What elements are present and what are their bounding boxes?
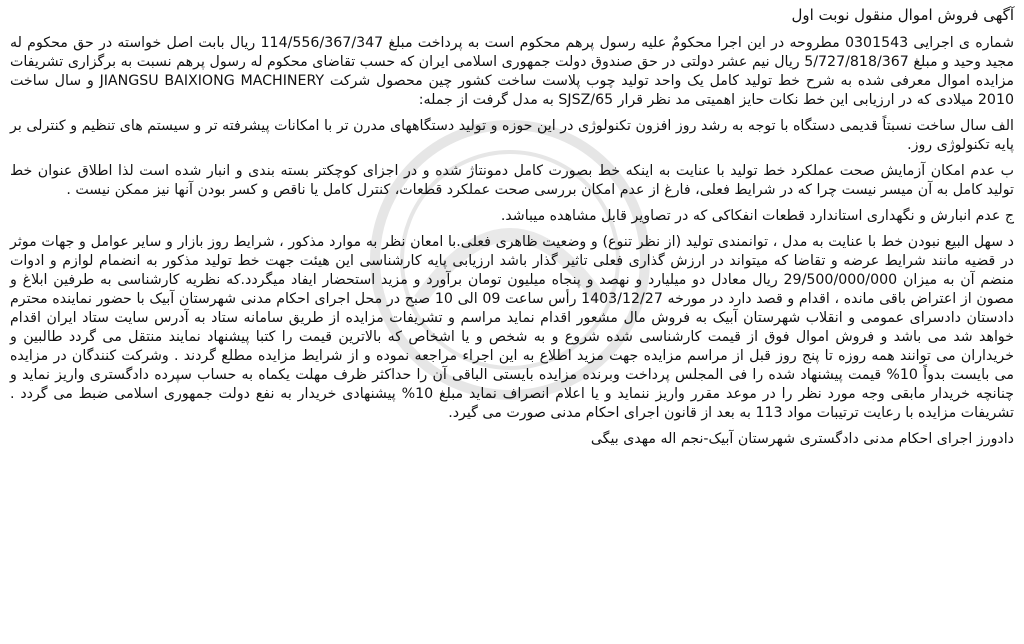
- notice-paragraph-be: ب عدم امکان آزمایش صحت عملکرد خط تولید با عنایت به اینکه خط بصورت کامل دمونتاژ شده و در اجزای کوچکتر بسته بندی و انبار شده است لذا اطلاق عنوان خط تولید کامل به آن میسر نیست چرا که در شرایط فعلی، فارغ از عدم امکان بررسی صحت عملکرد قطعات، کنترل کامل یا ناقص و کسر بودن آنها نیز ممکن نیست .: [10, 163, 1014, 198]
- notice-paragraph-jim: ج عدم انبارش و نگهداری استاندارد قطعات انفکاکی که در تصاویر قابل مشاهده میباشد.: [500, 208, 1014, 224]
- notice-paragraph-alef: الف سال ساخت نسبتاً قدیمی دستگاه با توجه به رشد روز افزون تکنولوژی در این حوزه و تولید دستگاههای مدرن تر با امکانات پیشرفته تر و سیستم های تنظیم و کنترلی بر پایه تکنولوژی روز.: [10, 118, 1014, 153]
- notice-title: آگهی فروش اموال منقول نوبت اول: [791, 6, 1014, 24]
- notice-paragraph-dal: د سهل البیع نبودن خط با عنایت به مدل ، توانمندی تولید (از نظر تنوع) و وضعیت ظاهری فعلی.با امعان نظر به موارد مذکور ، شرایط روز بازار و سایر عوامل و جهات موثر در قضیه مانند شرایط عرضه و تقاضا که میتواند در ارزش گذاری فعلی تاثیر گذار باشد ارزیابی پایه کارشناسی این هیئت جهت خط تولید مذکور به انضمام لوازم و ادوات منضم آن به میزان 29/500/000/000 ریال معادل دو میلیارد و نهصد و پنجاه میلیون تومان برآورد و مزید استحضار ایفاد میگردد.که نظریه کارشناسی به طرفین ابلاغ و مصون از اعتراض باقی مانده ، اقدام و قصد دارد در مورخه 1403/12/27 رأس ساعت 09 الی 10 صبح در محل اجرای احکام مدنی شهرستان آبیک با حضور نماینده محترم دادستان دادسرای عمومی و انقلاب شهرستان آبیک به فروش مال مشعور اقدام نماید مراسم و تشریفات مزایده از طریق سامانه ستاد به آدرس سایت ستاد ایران اقدام خواهد شد می باشد و فروش اموال فوق از قیمت کارشناسی شده شروع و به شخص و یا اشخاص که بالاترین قیمت را کتبا پیشنهاد نمایند منتقل می گردد طالبین و خریداران می توانند همه روزه تا پنج روز قبل از مراسم مزایده جهت مزید اطلاع به این اجراء مراجعه نموده و از شرایط مزایده مطلع گردند . وشرکت کنندگان در مزایده می بایست بدواً 10% قیمت پیشنهاد شده را فی المجلس پرداخت وبرنده مزایده بایستی الباقی آن را حداکثر ظرف مهلت یکماه به حساب سپرده دادگستری واریز نماید و چنانچه خریدار مابقی وجه مورد نظر را در موعد مقرر واریز ننماید و یا اعلام انصراف نماید مبلغ 10% پیشنهادی خریدار به نفع دولت جمهوری اسلامی ضبط می گردد . تشریفات مزایده با رعایت ترتیبات مواد 113 به بعد از قانون اجرای احکام مدنی صورت می گیرد.: [10, 234, 1015, 421]
- signature-line: دادورز اجرای احکام مدنی دادگستری شهرستان آبیک-نجم اله مهدی بیگی: [590, 431, 1014, 447]
- notice-paragraph-main: شماره ی اجرایی 0301543 مطروحه در این اجرا محکومٌ علیه رسول پرهم محکوم است به پرداخت مبلغ 114/556/367/347 ریال بابت اصل خواسته در حق محکوم له مجید وحید و مبلغ 5/727/818/367 ریال نیم عشر دولتی در حق صندوق دولت جمهوری اسلامی ایران که حسب تقاضای محکوم له رسول پرهم نسبت به برگزاری تشریفات مزایده اموال معرفی شده به شرح خط تولید کامل یک واحد تولید چوب پلاست ساخت کشور چین محصول شرکت JIANGSU BAIXIONG MACHINERY و سال ساخت 2010 میلادی که در ارزیابی این خط نکات حایز اهمیتی مد نظر قرار SJSZ/65 به مدل گرفت از جمله:: [10, 35, 1015, 108]
